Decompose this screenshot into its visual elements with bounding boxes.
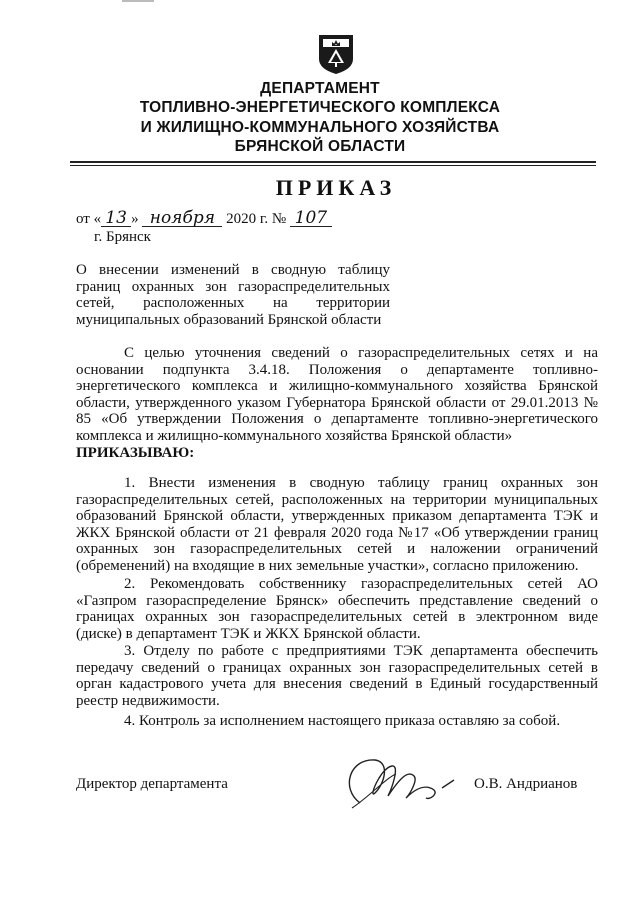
date-day: 13 [101,210,131,227]
order-subject: О внесении изменений в сводную таблицу границ охранных зон газораспределительных сетей, расположенных на территории муниципальных образований Брянской области [76,262,390,328]
document-type-title: ПРИКАЗ [275,175,397,200]
header-rule-thick [70,161,596,163]
department-name-line-2: ТОПЛИВНО-ЭНЕРГЕТИЧЕСКОГО КОМПЛЕКСА [139,99,501,116]
signer-title: Директор департамента [76,776,228,792]
order-number: 107 [290,210,332,227]
order-item-3: 3. Отделу по работе с предприятиями ТЭК департамента обеспечить передачу сведений о границах охранных зон газораспределительных сетей в орган кадастрового учета для внесения сведений в Единый государственный реестр недвижимости. [76,643,598,709]
signer-name: О.В. Андрианов [474,776,578,792]
department-name-line-4: БРЯНСКОЙ ОБЛАСТИ [234,138,406,155]
date-line [76,210,332,228]
order-item-4: 4. Контроль за исполнением настоящего приказа оставляю за собой. [124,713,561,729]
city: г. Брянск [94,229,151,245]
handwritten-signature [330,748,470,818]
date-prefix: от « [76,211,102,227]
order-word: ПРИКАЗЫВАЮ: [76,445,195,461]
number-label: № [271,211,287,227]
order-item-1: 1. Внести изменения в сводную таблицу границ охранных зон газораспределительных сетей, расположенных на территории муниципальных образований Брянской области, утвержденных приказом департамента ТЭК и ЖКХ Брянской области от 21 февраля 2020 года №17 «Об утверждении границ охранных зон газораспределительных сетей и наложении ограничений (обременений) на входящие в них земельные участки», согласно приложению. [76,475,598,574]
date-year: 2020 г. [226,211,269,227]
scan-mark [122,0,154,2]
order-item-2: 2. Рекомендовать собственнику газораспределительных сетей АО «Газпром газораспределение Брянск» обеспечить представление сведений о границах охранных зон газораспределительных сетей в электронном виде (диске) в департамент ТЭК и ЖКХ Брянской области. [76,576,598,642]
header-rule-thin [70,165,596,166]
date-month: ноября [142,210,222,227]
preamble-paragraph: С целью уточнения сведений о газораспределительных сетях и на основании подпункта 3.4.18. Положения о департаменте топливно-энергетического комплекса и жилищно-коммунального хозяйства Брянской области, утвержденного указом Губернатора Брянской области от 29.01.2013 № 85 «Об утверждении Положения о департаменте топливно-энергетического комплекса и жилищно-коммунального хозяйства Брянской области» [76,345,598,444]
date-mid: » [131,211,139,227]
department-name-line-3: И ЖИЛИЩНО-КОММУНАЛЬНОГО ХОЗЯЙСТВА [140,119,500,136]
coat-of-arms-icon [317,33,355,75]
department-name-line-1: ДЕПАРТАМЕНТ [260,80,380,97]
